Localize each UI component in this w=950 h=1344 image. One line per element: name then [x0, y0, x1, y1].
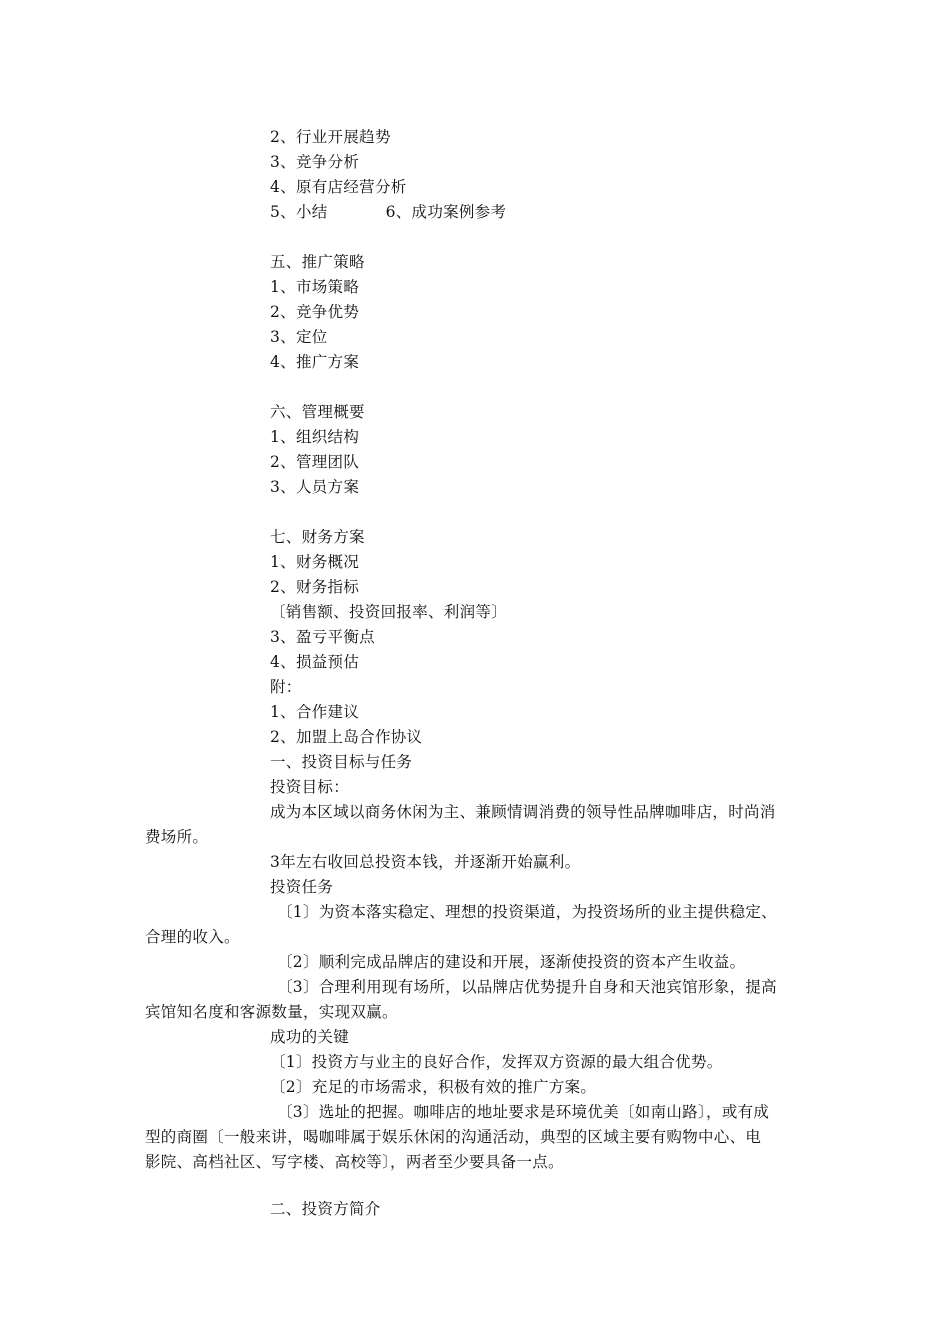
appendix-item-cooperation: 1、合作建议: [270, 703, 360, 721]
toc-note-financial-indicators: 〔销售额、投资回报率、利润等〕: [270, 603, 508, 621]
section-heading-investment-goals: 一、投资目标与任务: [270, 753, 413, 771]
success-key-3-line3: 影院、高档社区、写字楼、高校等〕，两者至少要具备一点。: [145, 1153, 564, 1171]
toc-heading-promotion-strategy: 五、推广策略: [270, 253, 365, 271]
toc-item-management-team: 2、管理团队: [270, 453, 360, 471]
investment-task-3-line2: 宾馆知名度和客源数量，实现双赢。: [145, 1003, 398, 1021]
toc-item-break-even: 3、盈亏平衡点: [270, 628, 375, 646]
toc-item-competitive-advantage: 2、竞争优势: [270, 303, 360, 321]
investment-task-2: 〔2〕顺利完成品牌店的建设和开展，逐渐使投资的资本产生收益。: [277, 953, 746, 971]
toc-item-staffing-plan: 3、人员方案: [270, 478, 360, 496]
appendix-label: 附：: [270, 678, 302, 696]
investment-goal-payback: 3年左右收回总投资本钱，并逐渐开始赢利。: [270, 853, 581, 871]
toc-item-summary: 5、小结: [270, 203, 328, 221]
toc-item-financial-indicators: 2、财务指标: [270, 578, 360, 596]
toc-item-industry-trend: 2、行业开展趋势: [270, 128, 391, 146]
toc-item-market-strategy: 1、市场策略: [270, 278, 360, 296]
toc-row-summary-and-cases: [270, 200, 506, 225]
investment-goal-text-line2: 费场所。: [145, 828, 209, 846]
toc-item-org-structure: 1、组织结构: [270, 428, 360, 446]
investment-task-1-line2: 合理的收入。: [145, 928, 240, 946]
toc-item-store-operation-analysis: 4、原有店经营分析: [270, 178, 407, 196]
toc-item-positioning: 3、定位: [270, 328, 328, 346]
appendix-item-franchise-agreement: 2、加盟上岛合作协议: [270, 728, 423, 746]
investment-task-1-line1: 〔1〕为资本落实稳定、理想的投资渠道，为投资场所的业主提供稳定、: [277, 903, 777, 921]
toc-heading-financial-plan: 七、财务方案: [270, 528, 365, 546]
success-key-3-line1: 〔3〕选址的把握。咖啡店的地址要求是环境优美〔如南山路〕，或有成: [277, 1103, 770, 1121]
success-key-label: 成功的关键: [270, 1028, 350, 1046]
success-key-3-line2: 型的商圈〔一般来讲，喝咖啡属于娱乐休闲的沟通活动，典型的区域主要有购物中心、电: [145, 1128, 762, 1146]
toc-item-success-cases: 6、成功案例参考: [385, 203, 507, 221]
investment-task-3-line1: 〔3〕合理利用现有场所，以品牌店优势提升自身和天池宾馆形象，提高: [277, 978, 777, 996]
toc-item-competition-analysis: 3、竞争分析: [270, 153, 360, 171]
investment-task-label: 投资任务: [270, 878, 334, 896]
toc-item-financial-overview: 1、财务概况: [270, 553, 360, 571]
toc-item-profit-loss-forecast: 4、损益预估: [270, 653, 360, 671]
success-key-1: 〔1〕投资方与业主的良好合作，发挥双方资源的最大组合优势。: [270, 1053, 723, 1071]
toc-heading-management-overview: 六、管理概要: [270, 403, 365, 421]
section-heading-investor-intro: 二、投资方简介: [270, 1200, 381, 1218]
success-key-2: 〔2〕充足的市场需求，积极有效的推广方案。: [270, 1078, 597, 1096]
toc-item-promotion-plan: 4、推广方案: [270, 353, 360, 371]
investment-goal-text-line1: 成为本区域以商务休闲为主、兼顾情调消费的领导性品牌咖啡店，时尚消: [270, 803, 776, 821]
investment-goal-label: 投资目标：: [270, 778, 350, 796]
